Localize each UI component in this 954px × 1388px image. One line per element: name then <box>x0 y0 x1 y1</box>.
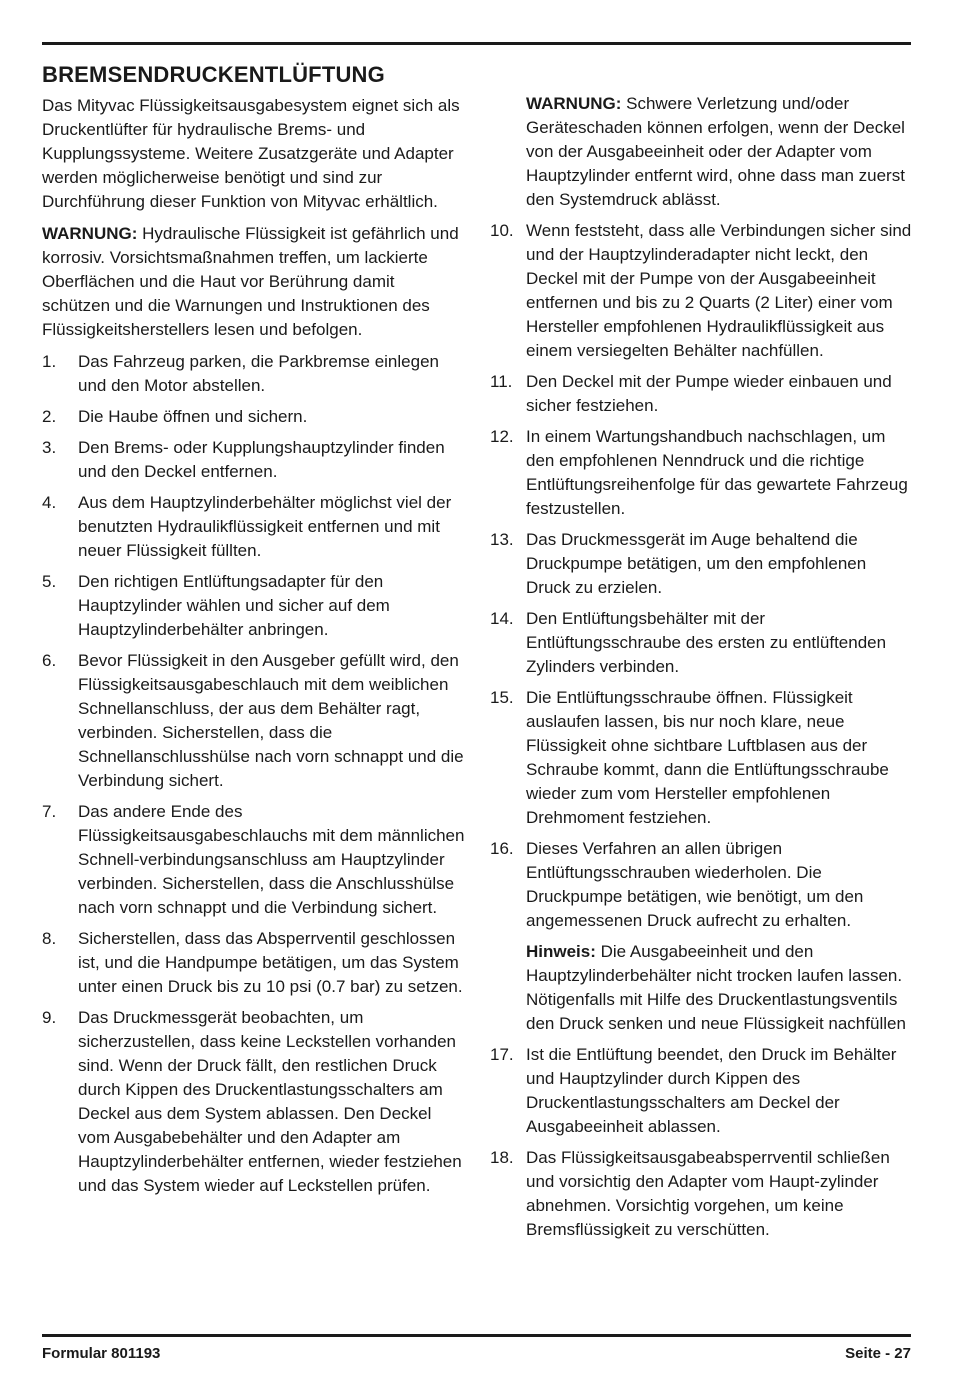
step-number: 4. <box>42 493 57 512</box>
step-number: 2. <box>42 407 57 426</box>
step-number: 16. <box>490 839 514 858</box>
step-number: 9. <box>42 1008 57 1027</box>
note-text: Die Ausgabeeinheit und den Hauptzylinderbehälter nicht trocken laufen lassen. Nötigenfalls mit Hilfe des Druckentlastungsventils den Druck senken und neue Flüssigkeit nachfüllen <box>526 942 906 1033</box>
steps-list-left <box>42 350 466 1198</box>
step-number: 5. <box>42 572 57 591</box>
step-18 <box>490 1146 915 1242</box>
step-5 <box>42 570 466 642</box>
intro-paragraph: Das Mityvac Flüssigkeitsausgabesystem eignet sich als Druckentlüfter für hydraulische Brems- und Kupplungssysteme. Weitere Zusatzgeräte und Adapter werden möglicherweise benötigt und sind zur Durchführung dieser Funktion von Mityvac erhältlich. <box>42 96 460 211</box>
step-6 <box>42 649 466 793</box>
step-text: Das andere Ende des Flüssigkeitsausgabeschlauchs mit dem männlichen Schnell-verbindungsanschluss am Hauptzylinder verbinden. Sicherstellen, dass die Anschlusshülse nach vorn schnappt und die Verbindung sichert. <box>78 802 465 917</box>
step-text: Sicherstellen, dass das Absperrventil geschlossen ist, und die Handpumpe betätigen, um das System unter einen Druck bis zu 10 psi (0.7 bar) zu setzen. <box>78 929 463 996</box>
warning-pressure <box>490 92 915 212</box>
step-text: Bevor Flüssigkeit in den Ausgeber gefüllt wird, den Flüssigkeitsausgabeschlauch mit dem weiblichen Schnellanschluss, der aus dem Behälter ragt, verbinden. Sicherstellen, dass die Schnellanschlusshülse nach vorn schnappt und die Verbindung sichert. <box>78 651 464 790</box>
step-8 <box>42 927 466 999</box>
step-number: 3. <box>42 438 57 457</box>
step-number: 13. <box>490 530 514 549</box>
step-number: 12. <box>490 427 514 446</box>
step-2 <box>42 405 466 429</box>
step-number: 11. <box>490 372 513 391</box>
step-number: 18. <box>490 1148 514 1167</box>
step-text: Das Fahrzeug parken, die Parkbremse einlegen und den Motor abstellen. <box>78 352 439 395</box>
step-text: Den Entlüftungsbehälter mit der Entlüftungsschraube des ersten zu entlüftenden Zylinders verbinden. <box>526 609 887 676</box>
step-text: Die Haube öffnen und sichern. <box>78 407 308 426</box>
step-4 <box>42 491 466 563</box>
step-text: Wenn feststeht, dass alle Verbindungen sicher sind und der Hauptzylinderadapter nicht leckt, den Deckel mit der Pumpe von der Ausgabeeinheit entfernen und bis zu 2 Quarts (2 Liter) einer vom Hersteller empfohlenen Hydraulikflüssigkeit aus einem versiegelten Behälter nachfüllen. <box>526 221 912 360</box>
step-number: 6. <box>42 651 57 670</box>
step-11 <box>490 370 915 418</box>
step-text: Das Druckmessgerät beobachten, um sicherzustellen, dass keine Leckstellen vorhanden sind. Wenn der Druck fällt, den restlichen Druck durch Kippen des Druckentlastungsschalters am Deckel aus dem System ablassen. Den Deckel vom Ausgabebehälter und den Adapter am Hauptzylinderbehälter entfernen, wieder festziehen und das System wieder auf Leckstellen prüfen. <box>78 1008 462 1195</box>
step-17 <box>490 1043 915 1139</box>
step-12 <box>490 425 915 521</box>
note-paragraph <box>490 940 915 1036</box>
step-text: In einem Wartungshandbuch nachschlagen, um den empfohlenen Nenndruck und die richtige Entlüftungsreihenfolge für das gewartete Fahrzeug festzustellen. <box>526 427 908 518</box>
step-number: 14. <box>490 609 514 628</box>
warning-label: WARNUNG: <box>526 94 622 113</box>
step-number: 8. <box>42 929 57 948</box>
steps-list-right <box>490 219 915 933</box>
warning-text: Schwere Verletzung und/oder Geräteschaden können erfolgen, wenn der Deckel von der Ausgabeeinheit oder der Adapter vom Hauptzylinder entfernt wird, ohne dass man zuerst den Systemdruck ablässt. <box>526 94 905 209</box>
step-text: Das Flüssigkeitsausgabeabsperrventil schließen und vorsichtig den Adapter vom Haupt-zylinder abnehmen. Vorsichtig vorgehen, um keine Bremsflüssigkeit zu verschütten. <box>526 1148 890 1239</box>
right-column <box>490 92 915 1249</box>
step-16 <box>490 837 915 933</box>
warning-hydraulic <box>42 222 466 342</box>
bottom-rule <box>42 1334 911 1337</box>
step-7 <box>42 800 466 920</box>
step-number: 17. <box>490 1045 514 1064</box>
steps-list-right-end <box>490 1043 915 1242</box>
left-column <box>42 60 466 1205</box>
step-number: 7. <box>42 802 57 821</box>
warning-label: WARNUNG: <box>42 224 138 243</box>
step-1 <box>42 350 466 398</box>
step-text: Das Druckmessgerät im Auge behaltend die Druckpumpe betätigen, um den empfohlenen Druck zu erzielen. <box>526 530 867 597</box>
step-text: Den Brems- oder Kupplungshauptzylinder finden und den Deckel entfernen. <box>78 438 445 481</box>
warning-text: Hydraulische Flüssigkeit ist gefährlich und korrosiv. Vorsichtsmaßnahmen treffen, um lackierte Oberflächen und die Haut vor Berührung damit schützen und die Warnungen und Instruktionen des Flüssigkeitsherstellers lesen und befolgen. <box>42 224 459 339</box>
page-number: Seite - 27 <box>845 1345 911 1362</box>
step-number: 10. <box>490 221 514 240</box>
step-text: Die Entlüftungsschraube öffnen. Flüssigkeit auslaufen lassen, bis nur noch klare, neue Flüssigkeit ohne sichtbare Luftblasen aus der Schraube kommt, dann die Entlüftungsschraube wieder zum vom Hersteller empfohlenen Drehmoment festziehen. <box>526 688 889 827</box>
step-text: Ist die Entlüftung beendet, den Druck im Behälter und Hauptzylinder durch Kippen des Druckentlastungsschalters am Deckel der Ausgabeeinheit ablassen. <box>526 1045 897 1136</box>
step-15 <box>490 686 915 830</box>
step-text: Den richtigen Entlüftungsadapter für den Hauptzylinder wählen und sicher auf dem Hauptzylinderbehälter anbringen. <box>78 572 390 639</box>
page-title: BREMSENDRUCKENTLÜFTUNG <box>42 62 385 87</box>
step-text: Aus dem Hauptzylinderbehälter möglichst viel der benutzten Hydraulikflüssigkeit entfernen und mit neuer Flüssigkeit füllten. <box>78 493 452 560</box>
note-label: Hinweis: <box>526 942 596 961</box>
step-10 <box>490 219 915 363</box>
step-9 <box>42 1006 466 1198</box>
step-text: Dieses Verfahren an allen übrigen Entlüftungsschrauben wiederholen. Die Druckpumpe betätigen, wie benötigt, um den angemessenen Druck aufrecht zu erhalten. <box>526 839 864 930</box>
step-number: 15. <box>490 688 514 707</box>
top-rule <box>42 42 911 45</box>
step-text: Den Deckel mit der Pumpe wieder einbauen und sicher festziehen. <box>526 372 892 415</box>
form-number: Formular 801193 <box>42 1345 161 1362</box>
step-13 <box>490 528 915 600</box>
step-number: 1. <box>42 352 57 371</box>
step-3 <box>42 436 466 484</box>
step-14 <box>490 607 915 679</box>
